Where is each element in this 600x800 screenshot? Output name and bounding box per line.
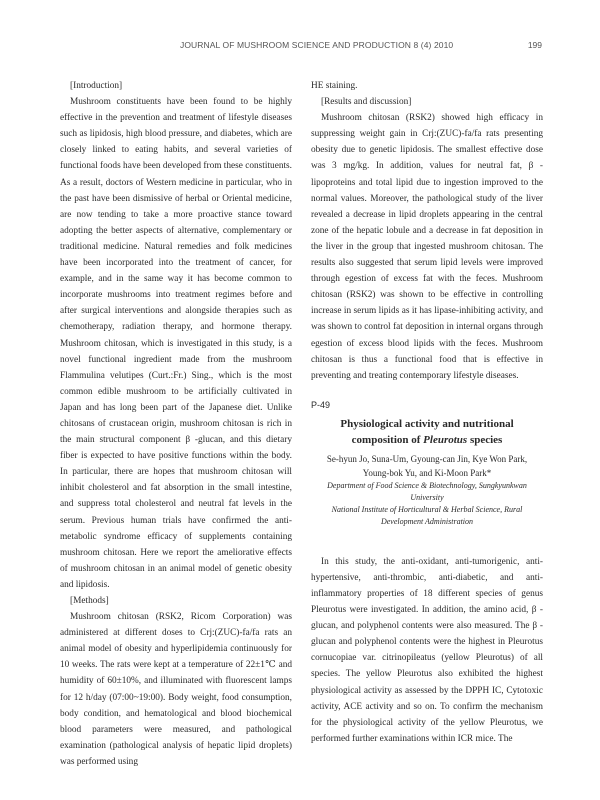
results-heading: [Results and discussion] bbox=[321, 97, 412, 108]
methods-paragraph: Mushroom chitosan (RSK2, Ricom Corporation) was administered at different doses to Crj:(ZUC)-fa/fa rats an animal model of obesity and hyperlipidemia continuously for 10 weeks. The rats were kept at a temperature of 22±1℃ and humidity of 60±10%, and illuminated with fluorescent lamps for 12 h/day (07:00~19:00). Body weight, food consumption, body condition, and hematological and blood biochemical blood parameters were measured, and pathological examination (pathological analysis of hepatic lipid droplets) was performed using bbox=[60, 612, 292, 767]
authors-line2: Young-bok Yu, and Ki-Moon Park* bbox=[362, 467, 492, 478]
affiliation-line3: National Institute of Horticultural & Herbal Science, Rural bbox=[331, 504, 523, 514]
introduction-heading: [Introduction] bbox=[70, 81, 123, 91]
affiliation-line1: Department of Food Science & Biotechnology, Sungkyunkwan bbox=[327, 480, 527, 490]
methods-continued: HE staining. bbox=[311, 81, 358, 91]
title-prefix: composition of bbox=[351, 433, 424, 446]
author-list bbox=[311, 452, 543, 480]
title-suffix: species bbox=[467, 433, 503, 446]
affiliations bbox=[311, 480, 543, 528]
left-column bbox=[60, 78, 292, 770]
title-genus: Pleurotus bbox=[423, 433, 468, 446]
abstract-body: In this study, the anti-oxidant, anti-tumorigenic, anti-hypertensive, anti-thrombic, anti-diabetic, and anti-inflammatory properties of 18 different species of genus Pleurotus were investigated. In addition, the amino acid, β -glucan, and polyphenol contents were also measured. The β -glucan and polyphenol contents were the highest in Pleurotus cornucopiae var. citrinopileatus (yellow Pleurotus) of all species. The yellow Pleurotus also exhibited the highest physiological activity as assessed by the DPPH IC, Cytotoxic activity, ACE activity and so on. To confirm the mechanism for the physiological activity of the yellow Pleurotus, we performed further examinations within ICR mice. The bbox=[311, 556, 543, 744]
page-number: 199 bbox=[527, 40, 542, 50]
results-paragraph: Mushroom chitosan (RSK2) showed high efficacy in suppressing weight gain in Crj:(ZUC)-fa/fa rats presenting obesity due to genetic lipidosis. The smallest effective dose was 3 mg/kg. In addition, values for neutral fat, β -lipoproteins and total lipid due to ingestion improved to the normal values. Moreover, the pathological study of the liver revealed a decrease in lipid droplets appearing in the central zone of the hepatic lobule and a decrease in fat deposition in the liver in the group that ingested mushroom chitosan. The results also suggested that serum lipid levels were improved through egestion of excess fat with the feces. Mushroom chitosan (RSK2) was shown to be effective in controlling increase in serum lipids as it has lipase-inhibiting activity, and was shown to control fat deposition in internal organs through egestion of excess blood lipids with the feces. Mushroom chitosan is thus a functional food that is effective in preventing and treating contemporary lifestyle diseases. bbox=[311, 113, 543, 381]
abstract-title-line1: Physiological activity and nutritional bbox=[340, 417, 514, 430]
journal-name: JOURNAL OF MUSHROOM SCIENCE AND PRODUCTION 8 (4) 2010 bbox=[180, 40, 454, 50]
right-column bbox=[311, 78, 543, 747]
page-header bbox=[60, 40, 542, 52]
abstract-title bbox=[311, 416, 543, 448]
spacer bbox=[311, 528, 543, 554]
affiliation-line4: Development Administration bbox=[380, 516, 474, 526]
abstract-title-line2 bbox=[311, 432, 543, 448]
authors-line1: Se-hyun Jo, Suna-Um, Gyoung-can Jin, Kye Won Park, bbox=[326, 453, 528, 464]
methods-heading: [Methods] bbox=[70, 596, 109, 606]
affiliation-line2: University bbox=[410, 492, 444, 502]
introduction-paragraph: Mushroom constituents have been found to be highly effective in the prevention and treatment of lifestyle diseases such as lipidosis, high blood pressure, and diabetes, which are closely linked to eating habits, and several varieties of functional foods have been developed from these constituents. As a result, doctors of Western medicine in particular, who in the past have been dismissive of herbal or Oriental medicine, are now tending to take a more proactive stance toward adopting the better aspects of alternative, complementary or traditional medicine. Natural remedies and folk medicines have been incorporated into the treatment of cancer, for example, and in the same way it has become common to incorporate mushrooms into treatment regimes before and after surgical interventions and alongside therapies such as chemotherapy, radiation therapy, and hormone therapy. Mushroom chitosan, which is investigated in this study, is a novel functional ingredient made from the mushroom Flammulina velutipes (Curt.:Fr.) Sing., which is the most common edible mushroom to be artificially cultivated in Japan and has long been part of the Japanese diet. Unlike chitosans of crustacean origin, mushroom chitosan is rich in the main structural component β -glucan, and this dietary fiber is expected to have positive functions within the body. In particular, there are hopes that mushroom chitosan will inhibit cholesterol and fat absorption in the small intestine, and suppress total cholesterol and neutral fat levels in the serum. Previous human trials have confirmed the anti-metabolic syndrome efficacy of supplements containing mushroom chitosan. Here we report the ameliorative effects of mushroom chitosan in an animal model of genetic obesity and lipidosis. bbox=[60, 97, 292, 590]
abstract-label: P-49 bbox=[311, 399, 331, 410]
